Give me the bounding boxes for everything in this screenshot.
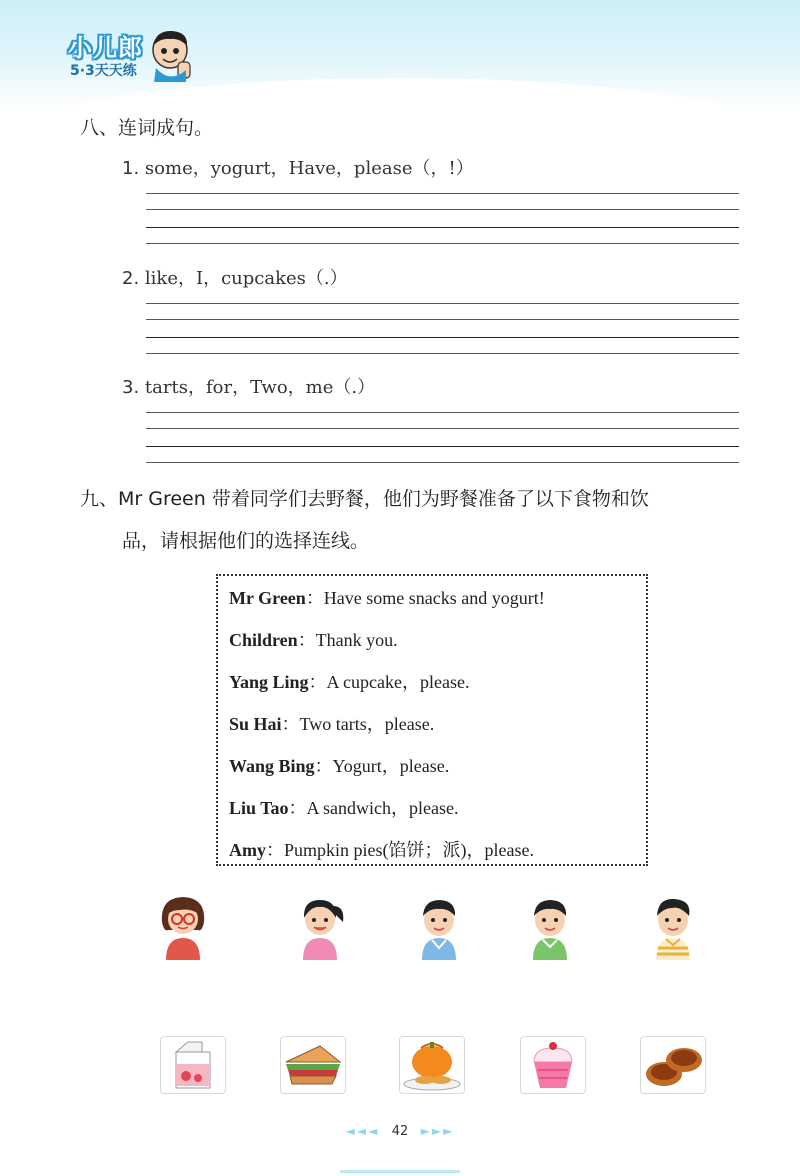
boy-striped-shirt-icon[interactable] [646, 892, 700, 960]
boy-green-shirt-icon[interactable] [523, 892, 577, 960]
mascot-icon [146, 26, 196, 82]
utterance: ：Pumpkin pies(馅饼；派)，please. [266, 840, 534, 860]
utterance: ：Thank you. [297, 630, 398, 650]
prev-arrows-icon: ◄◄◄ [345, 1124, 380, 1138]
question-3 [122, 373, 375, 399]
next-arrows-icon: ►►► [420, 1124, 455, 1138]
boy-blue-shirt-icon[interactable] [412, 892, 466, 960]
egg-tarts-icon [640, 1036, 706, 1094]
sandwich-card[interactable] [280, 1036, 346, 1094]
pumpkin-pie-card[interactable] [399, 1036, 465, 1094]
yogurt-card[interactable] [160, 1036, 226, 1094]
dialog-line [229, 668, 469, 694]
speaker: Children [229, 630, 298, 650]
question-words: tarts，for，Two，me（.） [144, 377, 376, 398]
speaker: Yang Ling [229, 672, 309, 692]
speaker: Mr Green [229, 588, 306, 608]
speaker: Liu Tao [229, 798, 289, 818]
dialog-line [229, 794, 459, 820]
dialog-line [229, 626, 398, 652]
footer-decoration [340, 1170, 460, 1173]
question-1 [122, 154, 474, 180]
dialog-line [229, 752, 449, 778]
question-number: 2. [122, 268, 140, 289]
answer-lines-3[interactable] [146, 412, 739, 462]
section-9-title-line2: 品，请根据他们的选择连线。 [122, 530, 370, 552]
dialog-line [229, 836, 534, 862]
girl-with-glasses-icon[interactable] [156, 892, 210, 960]
sandwich-icon [280, 1036, 346, 1094]
section-9-title-line1: 九、Mr Green 带着同学们去野餐，他们为野餐准备了以下食物和饮 [80, 488, 649, 510]
speaker: Su Hai [229, 714, 282, 734]
series-name: 5·3天天练 [70, 63, 137, 79]
utterance: ：A cupcake，please. [308, 672, 470, 692]
speaker: Wang Bing [229, 756, 315, 776]
page-footer [0, 1124, 800, 1139]
girl-with-ponytails-icon[interactable] [293, 892, 347, 960]
dialog-line [229, 710, 434, 736]
question-words: some，yogurt，Have，please（，!） [144, 158, 474, 179]
question-2 [122, 264, 348, 290]
question-number: 3. [122, 377, 140, 398]
utterance: ：Have some snacks and yogurt! [305, 588, 545, 608]
dialog-line [229, 584, 545, 610]
egg-tarts-card[interactable] [640, 1036, 706, 1094]
pumpkin-pie-icon [399, 1036, 465, 1094]
utterance: ：A sandwich，please. [288, 798, 459, 818]
utterance: ：Yogurt，please. [314, 756, 450, 776]
cupcake-card[interactable] [520, 1036, 586, 1094]
answer-lines-1[interactable] [146, 193, 739, 243]
question-number: 1. [122, 158, 140, 179]
yogurt-icon [160, 1036, 226, 1094]
speaker: Amy [229, 840, 266, 860]
cupcake-icon [520, 1036, 586, 1094]
page-number: 42 [391, 1124, 409, 1139]
utterance: ：Two tarts，please. [281, 714, 435, 734]
dialog-box [216, 574, 648, 866]
answer-lines-2[interactable] [146, 303, 739, 353]
question-words: like，I，cupcakes（.） [144, 268, 348, 289]
brand-logo: 小儿郎 [68, 34, 143, 62]
section-8-title: 八、连词成句。 [80, 117, 214, 139]
